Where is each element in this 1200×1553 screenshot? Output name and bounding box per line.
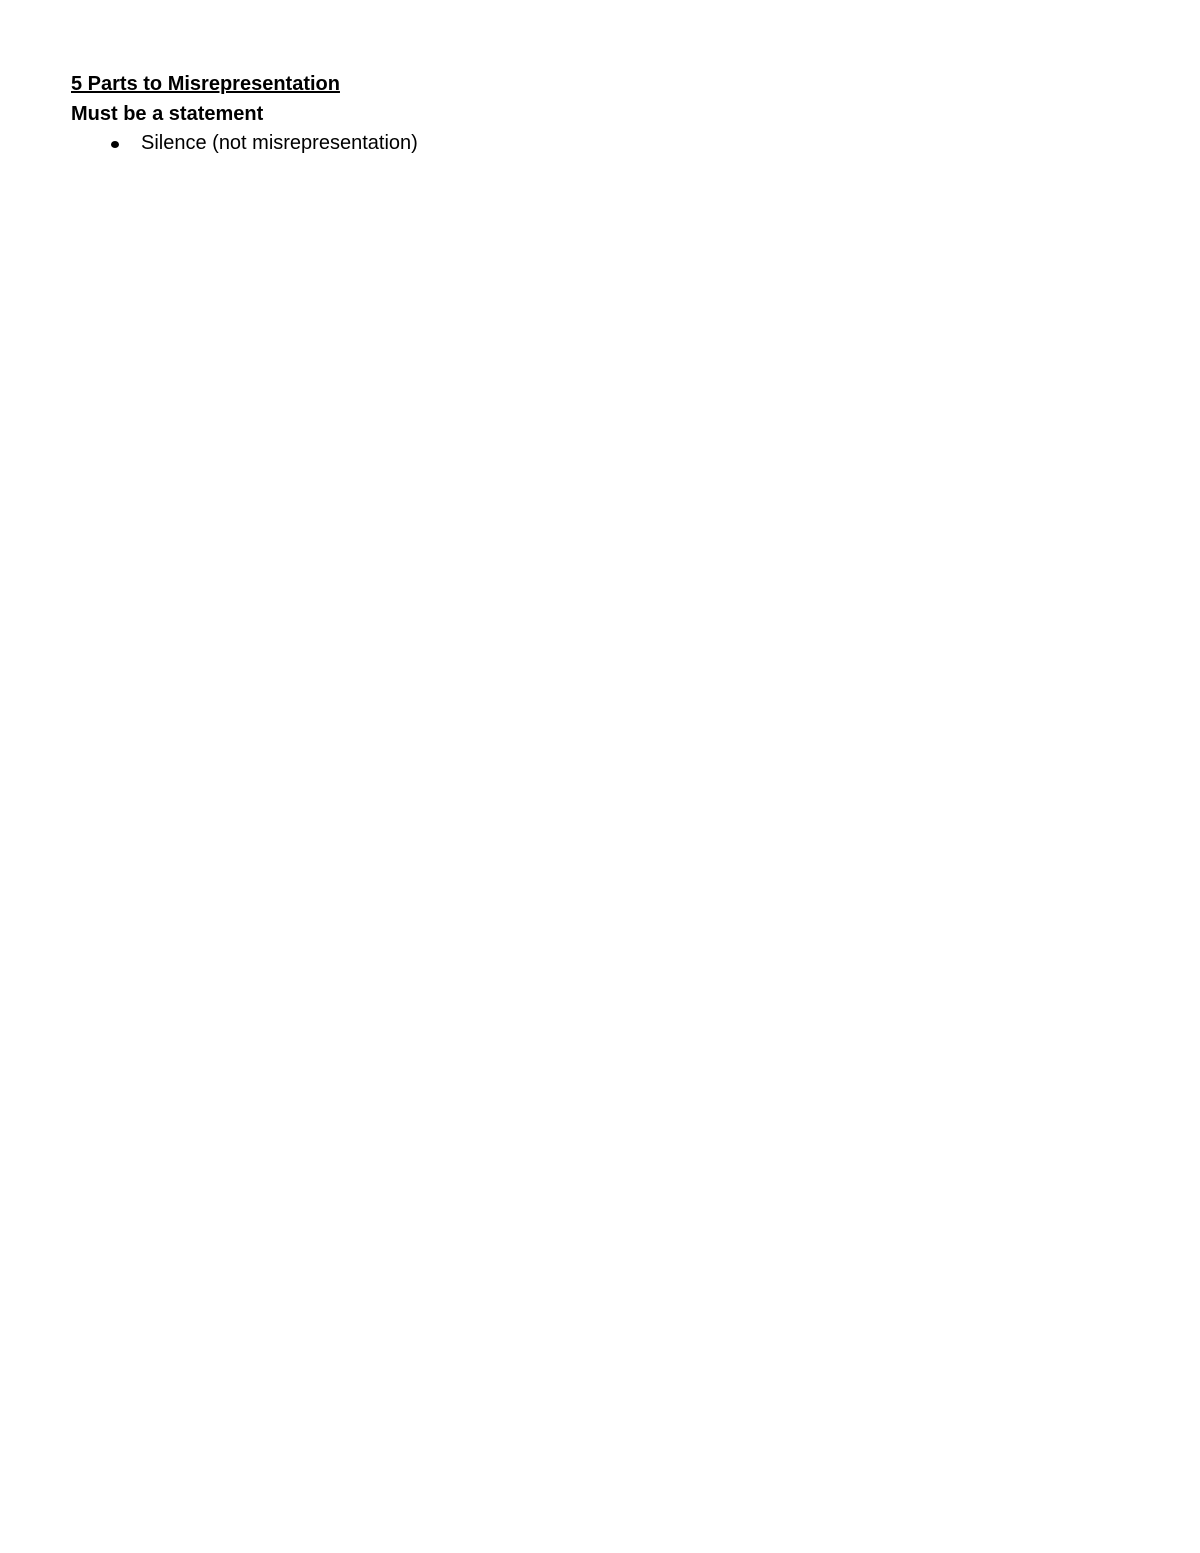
group-heading: Must be a statement [71, 102, 264, 125]
section-title: 5 Parts to Misrepresentation [71, 73, 340, 95]
bullet-item: Silence (not misrepresentation) [0, 129, 1200, 159]
